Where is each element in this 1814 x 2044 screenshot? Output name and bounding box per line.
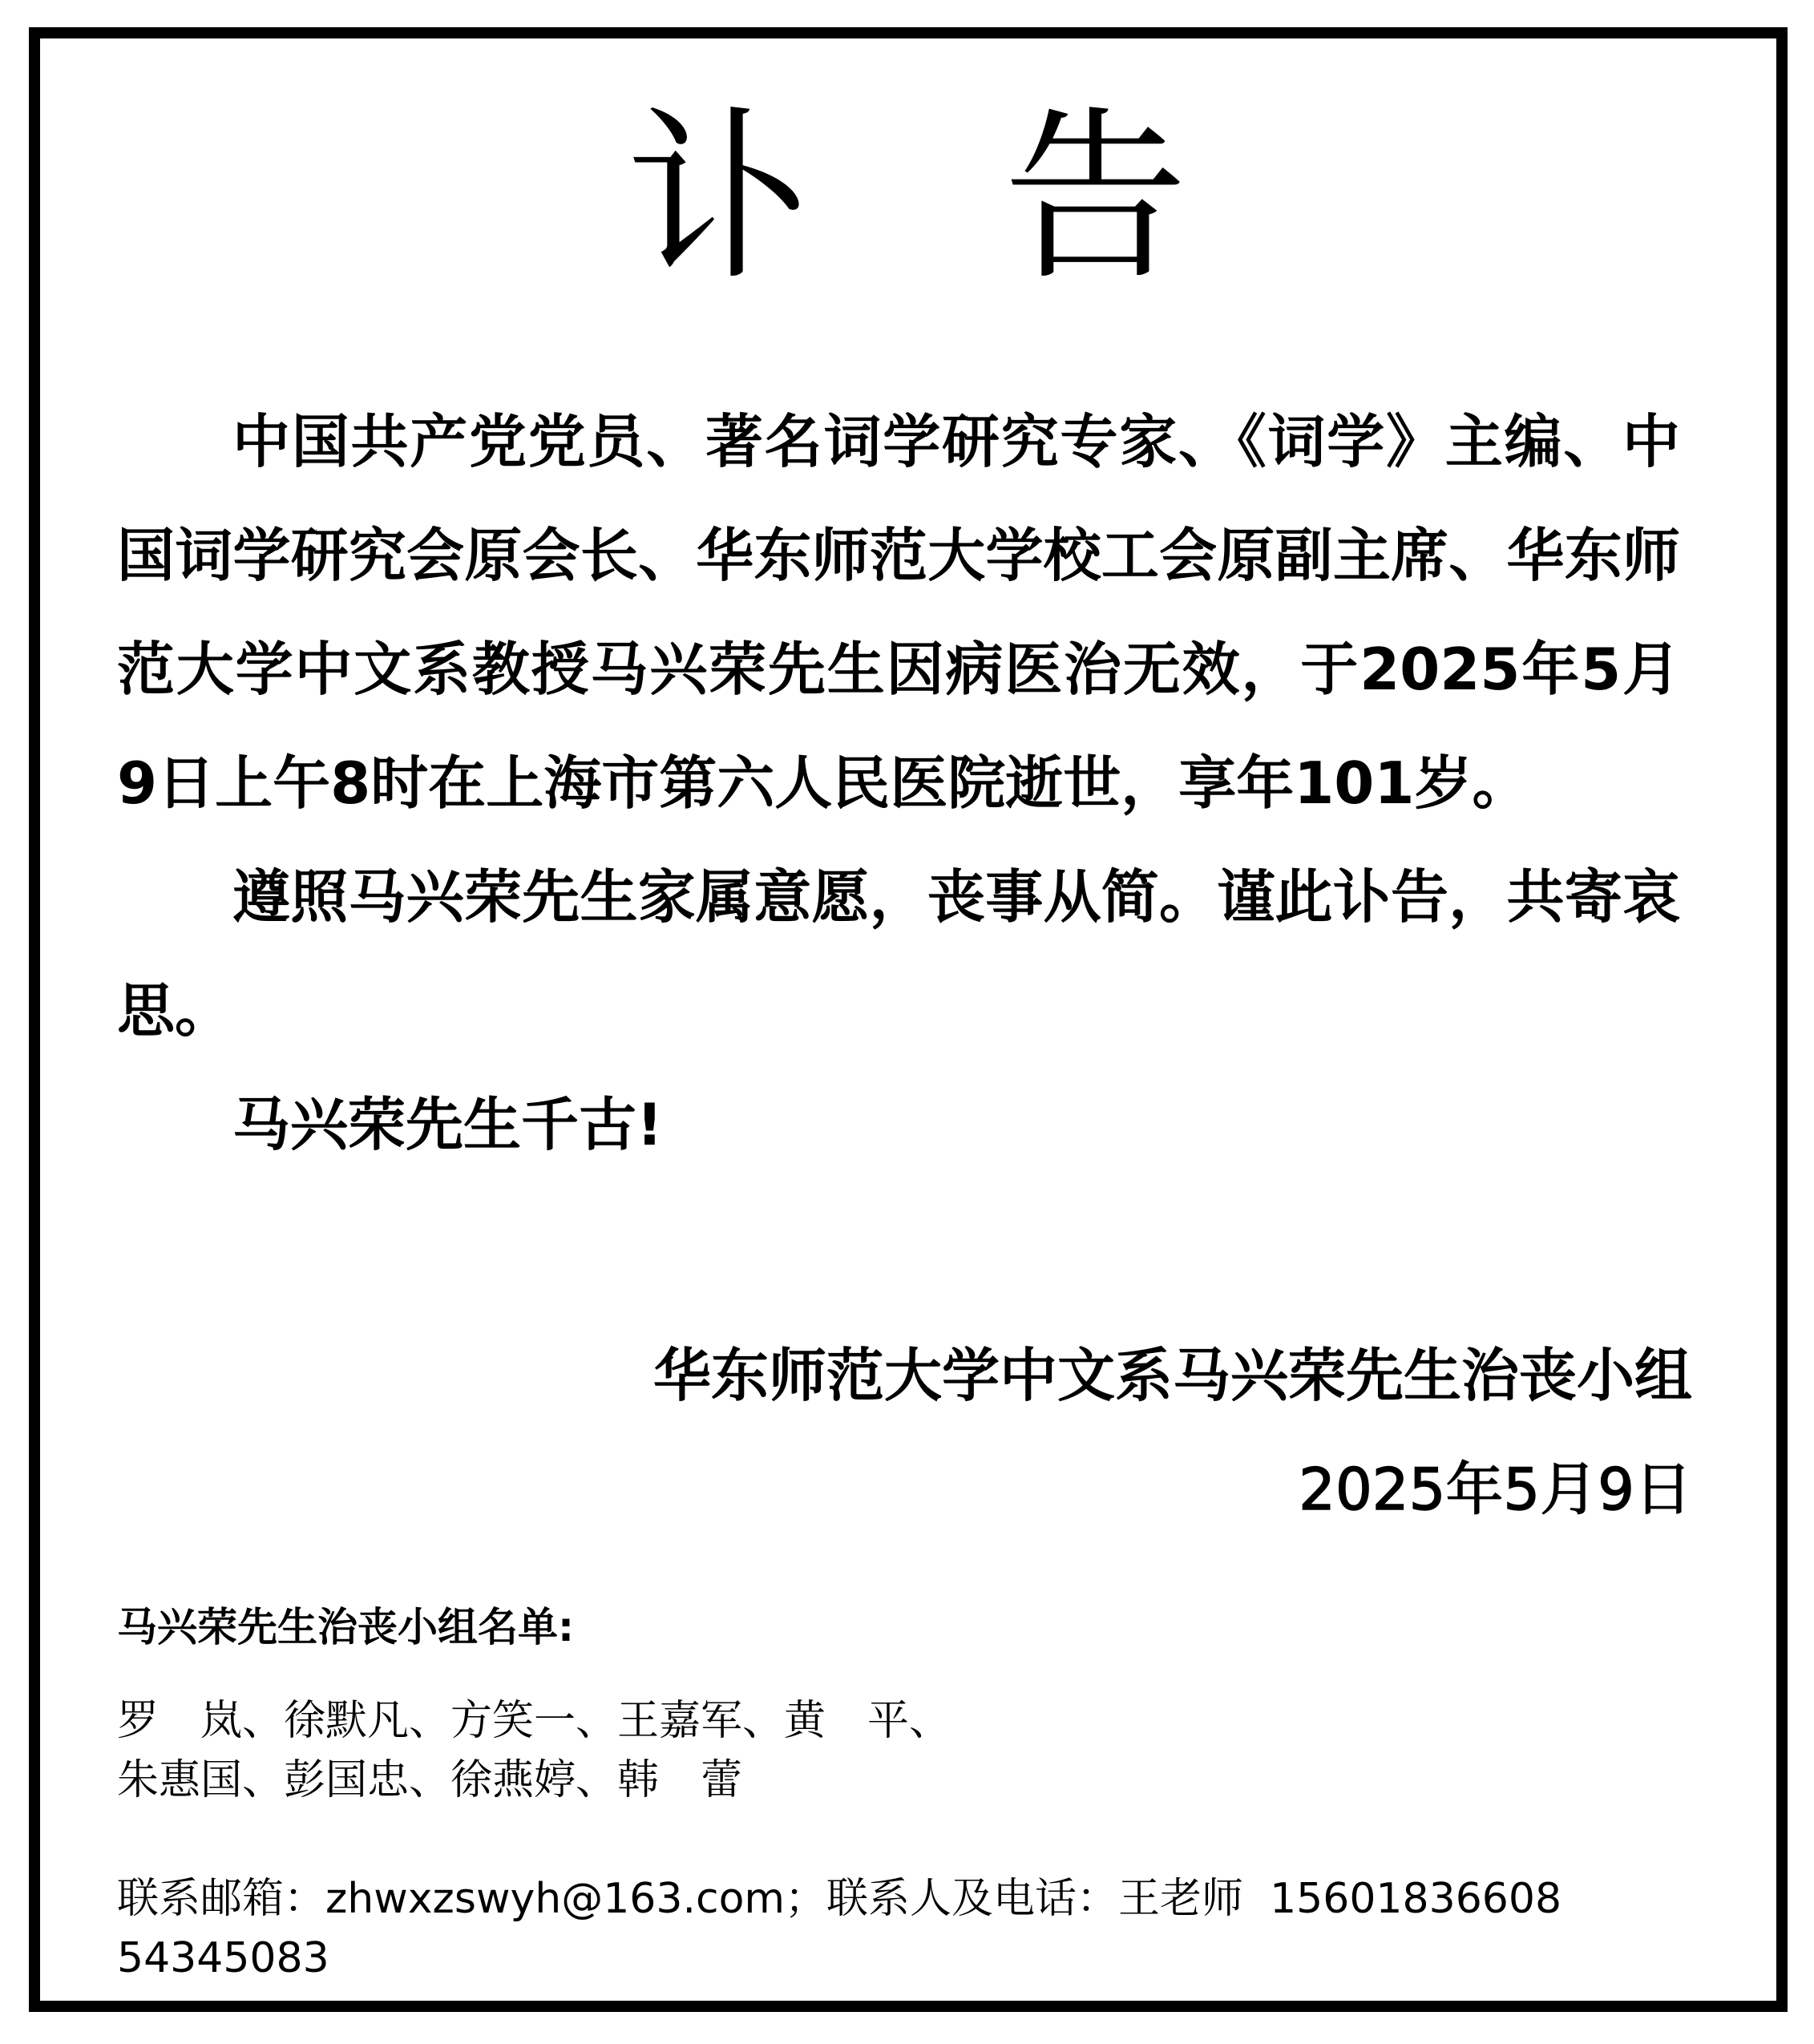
contact-info <box>117 1869 1561 1988</box>
title-char-2: 告 <box>1003 91 1188 305</box>
committee-members-line-2: 朱惠国、彭国忠、徐燕婷、韩 蕾 <box>117 1756 743 1804</box>
contact-line-2: 54345083 <box>117 1934 329 1982</box>
signature-block <box>653 1319 1692 1546</box>
obituary-paragraph-1: 中国共产党党员、著名词学研究专家、《词学》主编、中国词学研究会原会长、华东师范大学校工会原副主席、华东师范大学中文系教授马兴荣先生因病医治无效，于2025年5月9日上午8时在上海市第六人民医院逝世，享年101岁。 <box>117 408 1680 817</box>
committee-members-line-1: 罗 岚、徐默凡、方笑一、王嘉军、黄 平、 <box>117 1697 951 1745</box>
signature-organization: 华东师范大学中文系马兴荣先生治丧小组 <box>652 1342 1692 1409</box>
signature-date: 2025年5月9日 <box>1299 1456 1692 1523</box>
committee-heading: 马兴荣先生治丧小组名单: <box>117 1604 574 1650</box>
obituary-paragraph-3: 马兴荣先生千古! <box>232 1091 663 1158</box>
contact-line-1: 联系邮箱：zhwxzswyh@163.com；联系人及电话：王老师 15601836608 <box>117 1875 1562 1923</box>
obituary-body <box>117 385 1680 1182</box>
obituary-paragraph-2: 遵照马兴荣先生家属意愿，丧事从简。谨此讣告，共寄哀思。 <box>117 863 1680 1044</box>
committee-members <box>117 1691 951 1810</box>
page-title <box>0 91 1814 305</box>
title-char-1: 讣 <box>626 91 811 305</box>
